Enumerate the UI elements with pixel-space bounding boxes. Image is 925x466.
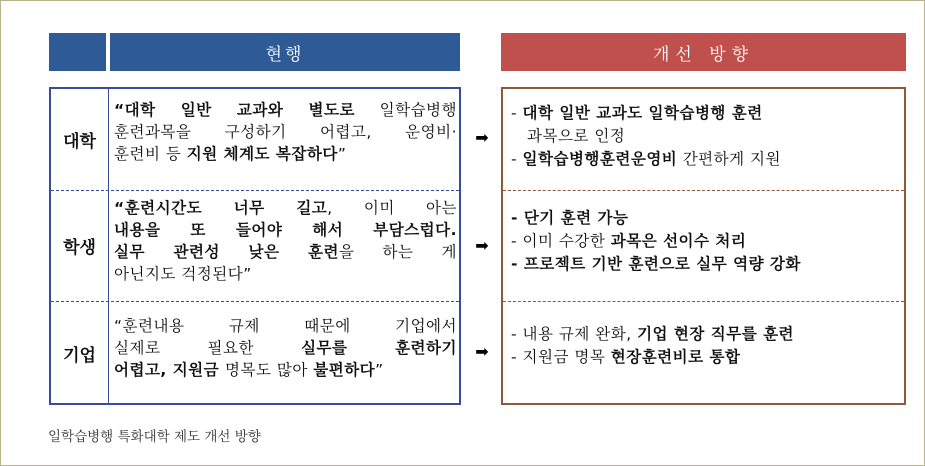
improvement-student [511,207,903,276]
improvement-item [511,148,903,171]
column-divider [108,89,109,403]
improvement-item [511,125,903,148]
improvement-item [511,346,903,369]
text-run: 과목으로 인정 [527,127,626,145]
quote-line [114,99,457,121]
quote-student [114,197,457,285]
row-divider [503,190,904,191]
text-run: 일학습병행훈련운영비 [522,150,678,168]
quote-line [114,337,457,359]
text-run: 훈련과목을 구성하기 어렵고, 운영비· [114,123,457,141]
improvement-item [511,102,903,125]
text-run: 실제로 필요한 [114,339,302,357]
text-run: ” [337,145,347,163]
header-current: 현행 [108,33,460,71]
figure-caption: 일학습병행 특화대학 제도 개선 방향 [48,429,261,445]
text-run: “대학 일반 교과와 [114,101,309,119]
quote-line [114,263,457,285]
text-run: ” [375,361,384,379]
quote-line [114,143,457,165]
header-label-cell [49,33,106,71]
improvement-company [511,323,903,369]
quote-university [114,99,457,165]
header-improvement: 개선 방향 [501,33,906,71]
arrow-icon: ➡ [475,128,489,147]
improvement-item [511,230,903,253]
quote-line [114,241,457,263]
quote-line [114,359,457,381]
row-label-university: 대학 [63,132,96,152]
text-run: - [511,104,523,122]
text-run: “훈련내용 규제 때문에 기업에서 [114,317,457,335]
quote-line [114,219,457,241]
row-divider [503,301,904,302]
text-run: 을 하는 게 [338,243,458,261]
text-run: 대학 일반 교과도 일학습병행 훈련 [522,104,763,122]
improvement-item [511,207,903,230]
text-run: 훈련비 등 [114,145,187,163]
row-divider [51,301,459,302]
text-run: - 단기 훈련 가능 [511,209,629,227]
text-run: , 이미 아는 [327,199,457,217]
text-run: 과목은 선이수 처리 [610,232,747,250]
quote-line [114,121,457,143]
improvement-item [511,253,903,276]
quote-line [114,197,457,219]
row-label-company: 기업 [63,345,96,366]
quote-line [114,315,457,337]
row-label-student: 학생 [63,238,96,258]
text-run: - 프로젝트 기반 훈련으로 실무 역량 강화 [511,255,801,273]
improvement-university [511,102,903,171]
text-run: - 이미 수강한 [511,232,611,250]
text-run: 현장훈련비로 통합 [610,348,741,366]
text-run: 실무 관련성 낮은 훈련 [114,243,339,261]
text-run: “훈련시간도 너무 길고 [114,199,328,217]
text-run: 실무를 훈련하기 [301,339,457,357]
text-run: 일학습병행 [354,101,458,119]
text-run: 별도로 [308,101,355,119]
improvement-item [511,323,903,346]
quote-company [114,315,457,381]
arrow-icon: ➡ [475,236,489,255]
text-run: 지원 체계도 복잡하다 [186,145,338,163]
text-run: - 내용 규제 완화, [511,325,638,343]
text-run: 기업 현장 직무를 훈련 [637,325,795,343]
text-run: 불편하다 [313,361,376,379]
text-run: 명목도 많아 [225,361,314,379]
text-run: - [511,150,523,168]
text-run: 간편하게 지원 [677,150,781,168]
text-run: 아닌지도 걱정된다” [114,265,252,283]
text-run: - 지원금 명목 [511,348,611,366]
arrow-icon: ➡ [475,342,489,361]
text-run: 내용을 또 들어야 해서 부담스럽다. [114,221,457,239]
text-run: 어렵고, 지원금 [114,361,226,379]
row-divider [51,190,459,191]
